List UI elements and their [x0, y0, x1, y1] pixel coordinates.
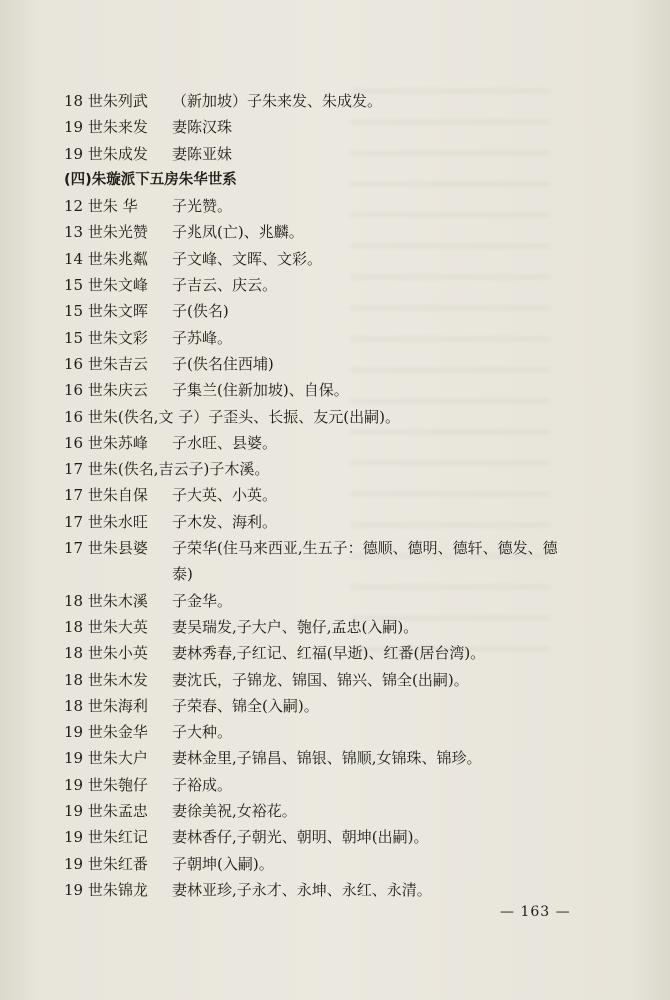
- generation-name: 15 世朱文峰: [64, 276, 148, 295]
- genealogy-entry: [64, 693, 644, 719]
- generation-name: 16 世朱吉云: [64, 354, 148, 373]
- genealogy-text-block: [64, 88, 644, 903]
- genealogy-entry: [64, 219, 644, 245]
- entry-description: 子荣春、锦全(入嗣)。: [172, 696, 319, 715]
- generation-name: 12 世朱 华: [64, 197, 138, 216]
- generation-name: 19 世朱匏仔: [64, 775, 148, 794]
- entry-description: 子文峰、文晖、文彩。: [172, 249, 323, 268]
- generation-name: 18 世朱列武: [64, 92, 148, 110]
- genealogy-entry: [64, 719, 644, 745]
- generation-name: 18 世朱大英: [64, 617, 148, 636]
- generation-name: 19 世朱成发: [64, 144, 148, 163]
- entry-description: 子金华。: [172, 591, 233, 610]
- entry-description: 子(佚名住西埔): [172, 354, 274, 373]
- entry-description: 子苏峰。: [172, 328, 233, 347]
- entry-description: 妻吴瑞发,子大户、匏仔,孟忠(入嗣)。: [172, 617, 419, 636]
- genealogy-entry: [64, 246, 644, 272]
- generation-name: 17 世朱县婆: [64, 539, 148, 558]
- generation-name: 18 世朱海利: [64, 696, 148, 715]
- genealogy-entry: [64, 351, 644, 377]
- genealogy-entry: [64, 614, 644, 640]
- entry-description: 子木溪。: [209, 460, 270, 479]
- genealogy-entry: [64, 824, 644, 850]
- entry-description: 子光赞。: [172, 197, 233, 216]
- entry-description: 子兆凤(亡)、兆麟。: [172, 223, 304, 242]
- entry-description: 子裕成。: [172, 775, 233, 794]
- genealogy-entry: [64, 404, 644, 430]
- genealogy-entry: [64, 482, 644, 508]
- genealogy-entry: [64, 114, 644, 140]
- genealogy-entry: [64, 877, 644, 903]
- genealogy-entry: [64, 325, 644, 351]
- entry-description: 子大英、小英。: [172, 486, 278, 505]
- generation-name: 18 世朱小英: [64, 644, 148, 663]
- section-heading: (四)朱璇派下五房朱华世系: [64, 171, 237, 188]
- entry-description: 妻林亚珍,子永才、永坤、永红、永清。: [172, 880, 432, 899]
- generation-name: 16 世朱庆云: [64, 381, 148, 400]
- genealogy-entry: [64, 772, 644, 798]
- generation-name: 19 世朱来发: [64, 118, 148, 137]
- genealogy-entry: [64, 456, 644, 482]
- genealogy-entry: [64, 272, 644, 298]
- entry-description: 妻陈亚妹: [172, 144, 233, 163]
- entry-description: 妻林秀春,子红记、红福(早逝)、红番(居台湾)。: [172, 644, 486, 663]
- generation-name: 16 世朱苏峰: [64, 433, 148, 452]
- entry-description: 妻林金里,子锦昌、锦银、锦顺,女锦珠、锦珍。: [172, 749, 482, 768]
- genealogy-entry: [64, 509, 644, 535]
- generation-name: 17 世朱(佚名,吉云子): [64, 460, 210, 479]
- generation-name: 13 世朱光赞: [64, 223, 148, 242]
- genealogy-entry: [64, 798, 644, 824]
- generation-name: 19 世朱红番: [64, 854, 148, 873]
- generation-name: 19 世朱锦龙: [64, 880, 148, 899]
- entry-description: 子(佚名): [172, 302, 229, 321]
- genealogy-entry: [64, 535, 644, 561]
- genealogy-entry: [64, 667, 644, 693]
- page-number: — 163 —: [500, 904, 571, 920]
- genealogy-entry: [64, 88, 644, 114]
- generation-name: 18 世朱木发: [64, 670, 148, 689]
- entry-description: 子朝坤(入嗣)。: [172, 854, 274, 873]
- generation-name: 19 世朱红记: [64, 828, 148, 847]
- entry-description: 子荣华(住马来西亚,生五子：德顺、德明、德轩、德发、德: [172, 539, 558, 558]
- generation-name: 15 世朱文晖: [64, 302, 148, 321]
- generation-name: 19 世朱大户: [64, 749, 148, 768]
- genealogy-entry: [64, 430, 644, 456]
- entry-description: 子大种。: [172, 723, 233, 742]
- generation-name: 14 世朱兆粼: [64, 249, 148, 268]
- generation-name: 19 世朱孟忠: [64, 802, 148, 821]
- entry-description: 子水旺、县婆。: [172, 433, 278, 452]
- entry-description: 子吉云、庆云。: [172, 276, 278, 295]
- continuation-line: 泰): [172, 565, 193, 584]
- genealogy-entry: [64, 588, 644, 614]
- genealogy-entry: [64, 193, 644, 219]
- generation-name: 19 世朱金华: [64, 723, 148, 742]
- entry-description: 妻林香仔,子朝光、朝明、朝坤(出嗣)。: [172, 828, 429, 847]
- generation-name: 15 世朱文彩: [64, 328, 148, 347]
- entry-description: 妻陈汉珠: [172, 118, 233, 137]
- generation-name: 16 世朱(佚名,文 子）: [64, 407, 209, 426]
- entry-description: 子集兰(住新加坡)、自保。: [172, 381, 349, 400]
- genealogy-entry: [64, 851, 644, 877]
- genealogy-entry: [64, 377, 644, 403]
- entry-description: 子歪头、长振、友元(出嗣)。: [208, 407, 400, 426]
- generation-name: 18 世朱木溪: [64, 591, 148, 610]
- genealogy-entry: [64, 298, 644, 324]
- generation-name: 17 世朱水旺: [64, 512, 148, 531]
- entry-description: （新加坡）子朱来发、朱成发。: [172, 92, 383, 110]
- genealogy-entry: [64, 141, 644, 167]
- genealogy-entry: [64, 745, 644, 771]
- entry-description: 子木发、海利。: [172, 512, 278, 531]
- genealogy-entry: [64, 640, 644, 666]
- entry-description: 妻沈氏，子锦龙、锦国、锦兴、锦全(出嗣)。: [172, 670, 469, 689]
- generation-name: 17 世朱自保: [64, 486, 148, 505]
- entry-description: 妻徐美祝,女裕花。: [172, 802, 297, 821]
